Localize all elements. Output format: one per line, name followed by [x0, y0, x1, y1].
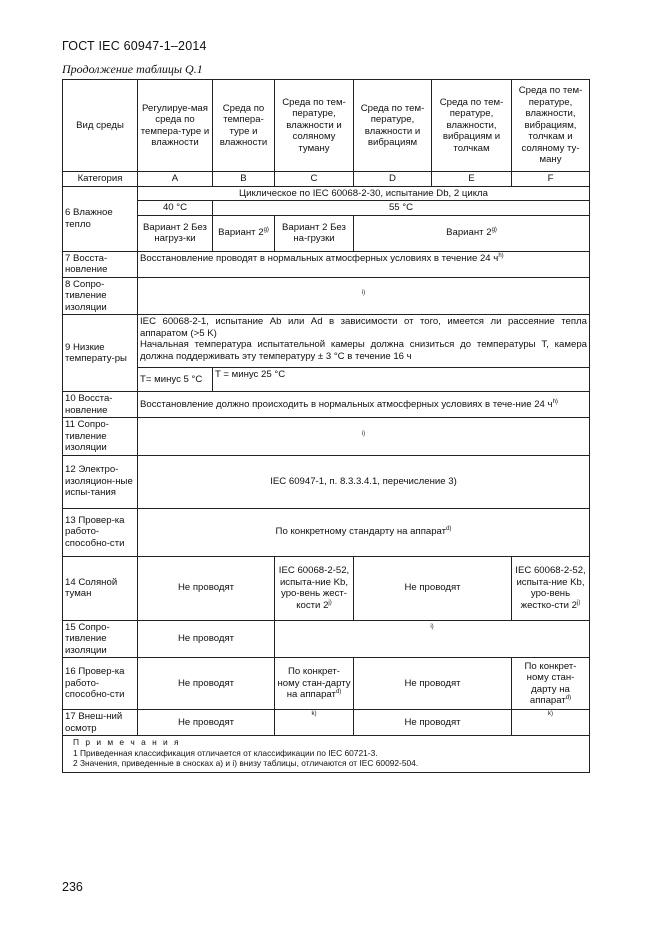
- row17-f-note: [512, 710, 590, 736]
- footnote-ref: d): [565, 694, 572, 701]
- row7-text-body: Восстановление проводят в нормальных атмосферных условиях в течение 24 ч: [140, 252, 499, 264]
- footnote-ref: j): [328, 599, 332, 606]
- notes-cell: [63, 736, 590, 773]
- row15-note: [275, 620, 590, 658]
- col-e: Среда по тем-пературе, влажности, вибрациям и толчкам: [432, 80, 512, 172]
- table-row: [63, 186, 590, 201]
- footnote-ref: h): [552, 398, 558, 405]
- row11-note: [138, 418, 590, 456]
- row16-f: [512, 658, 590, 710]
- row-label: 17 Внеш-ний осмотр: [63, 710, 138, 736]
- row-label: 7 Восста-новление: [63, 251, 138, 277]
- row10-text: [138, 392, 590, 418]
- col-d: Среда по тем-пературе, влажности и вибрациям: [354, 80, 432, 172]
- col-b: Среда по темпера-туре и влажности: [213, 80, 275, 172]
- footnote-ref: k): [548, 710, 553, 717]
- row14-f-text: IEC 60068-2-52, испыта-ние Kb, уро-вень жестко-сти 2: [515, 565, 586, 611]
- footnote-ref: i): [430, 623, 434, 630]
- row7-text: [138, 251, 590, 277]
- row9-t-rest: T = минус 25 °C: [213, 368, 590, 392]
- row15-ab: Не проводят: [138, 620, 275, 658]
- row6-cyclic: Циклическое по IEC 60068-2-30, испытание Db, 2 цикла: [138, 186, 590, 201]
- table-row: [63, 215, 590, 251]
- row9-t-a: T= минус 5 °C: [138, 368, 213, 392]
- row10-text-body: Восстановление должно происходить в нормальных атмосферных условиях в тече-ние 24 ч: [140, 398, 553, 410]
- row-label: 11 Сопро-тивление изоляции: [63, 418, 138, 456]
- footnote-ref: g): [263, 227, 269, 234]
- table-row: [63, 710, 590, 736]
- category-f: F: [512, 172, 590, 187]
- category-c: C: [275, 172, 354, 187]
- table-row: [63, 392, 590, 418]
- row6-var-c: Вариант 2 Без на-грузки: [275, 215, 354, 251]
- row12-text: IEC 60947-1, п. 8.3.3.4.1, перечисление 3): [138, 455, 590, 508]
- row16-de: Не проводят: [354, 658, 512, 710]
- table-row: [63, 455, 590, 508]
- footnote-ref: h): [498, 252, 504, 259]
- table-header-row: [63, 80, 590, 172]
- table-row: [63, 508, 590, 556]
- notes-title: П р и м е ч а н и я: [73, 737, 181, 747]
- footnote-ref: k): [311, 710, 317, 717]
- category-e: E: [432, 172, 512, 187]
- col-a: Регулируе-мая среда по темпера-туре и влажности: [138, 80, 213, 172]
- row16-f-text: По конкрет-ному стан-дарту на аппарат: [524, 660, 577, 706]
- col-f: Среда по тем-пературе, влажности, вибрациям, толчкам и соляному ту-ману: [512, 80, 590, 172]
- table-row: [63, 418, 590, 456]
- row16-c-text: По конкрет-ному стан-дарту на аппарат: [277, 666, 351, 701]
- category-a: A: [138, 172, 213, 187]
- category-row: [63, 172, 590, 187]
- table-caption: Продолжение таблицы Q.1: [62, 62, 203, 76]
- row17-c-note: [275, 710, 354, 736]
- row9-p2: Начальная температура испытательной камеры должна снизиться до температуры T, камера должна поддерживать эту температуру ± 3 °C в течение 16 ч: [140, 339, 587, 362]
- table-row: [63, 201, 590, 216]
- footnote-ref: i): [361, 289, 366, 296]
- table-row: [63, 658, 590, 710]
- row-label: 15 Сопро-тивление изоляции: [63, 620, 138, 658]
- row13-text: [138, 508, 590, 556]
- row16-ab: Не проводят: [138, 658, 275, 710]
- row6-temp-a: 40 °C: [138, 201, 213, 216]
- table-row: [63, 277, 590, 315]
- row-label: 16 Провер-ка работо-способно-сти: [63, 658, 138, 710]
- row14-de: Не проводят: [354, 556, 512, 620]
- row-label: 6 Влажное тепло: [63, 186, 138, 251]
- row14-f: [512, 556, 590, 620]
- row17-ab: Не проводят: [138, 710, 275, 736]
- table-row: [63, 368, 590, 392]
- notes-row: [63, 736, 590, 773]
- page-number: 236: [62, 880, 83, 894]
- col-env-type: Вид среды: [63, 80, 138, 172]
- footnote-ref: i): [361, 430, 366, 437]
- row-label: 9 Низкие температу-ры: [63, 315, 138, 392]
- row6-var-def: [354, 215, 590, 251]
- document-header: ГОСТ IEC 60947-1–2014: [62, 39, 207, 53]
- category-label: Категория: [63, 172, 138, 187]
- row-label: 12 Электро-изоляцион-ные испы-тания: [63, 455, 138, 508]
- row9-p1: IEC 60068-2-1, испытание Ab или Ad в зависимости от того, имеется ли рассеяние тепла аппаратом (>5 K): [140, 316, 587, 339]
- footnote-ref: d): [446, 526, 452, 533]
- row6-var-b: [213, 215, 275, 251]
- footnote-ref: d): [335, 689, 342, 696]
- table-row: [63, 251, 590, 277]
- row14-c-text: IEC 60068-2-52, испыта-ние Kb, уро-вень жест-кости 2: [278, 565, 350, 611]
- row13-text-body: По конкретному стандарту на аппарат: [275, 526, 447, 538]
- table-row: [63, 556, 590, 620]
- environment-table: [62, 79, 590, 773]
- row-label: 8 Сопро-тивление изоляции: [63, 277, 138, 315]
- footnote-ref: g): [491, 227, 497, 234]
- row-label: 13 Провер-ка работо-способно-сти: [63, 508, 138, 556]
- table-row: [63, 315, 590, 368]
- row-label: 14 Соляной туман: [63, 556, 138, 620]
- row16-c: [275, 658, 354, 710]
- row14-ab: Не проводят: [138, 556, 275, 620]
- row6-var-a: Вариант 2 Без нагруз-ки: [138, 215, 213, 251]
- row6-var-def-text: Вариант 2: [446, 227, 492, 239]
- note-1: 1 Приведенная классификация отличается от классификации по IEC 60721-3.: [73, 747, 378, 758]
- col-c: Среда по тем-пературе, влажности и соляному туману: [275, 80, 354, 172]
- category-b: B: [213, 172, 275, 187]
- row8-note: [138, 277, 590, 315]
- note-2: 2 Значения, приведенные в сносках a) и i) внизу таблицы, отличаются от IEC 60092-504.: [73, 758, 419, 768]
- row17-de: Не проводят: [354, 710, 512, 736]
- footnote-ref: j): [577, 599, 581, 606]
- row6-temp-rest: 55 °C: [213, 201, 590, 216]
- category-d: D: [354, 172, 432, 187]
- row14-c: [275, 556, 354, 620]
- table-row: [63, 620, 590, 658]
- row6-var-b-text: Вариант 2: [218, 227, 264, 239]
- row9-text: [138, 315, 590, 368]
- row-label: 10 Восста-новление: [63, 392, 138, 418]
